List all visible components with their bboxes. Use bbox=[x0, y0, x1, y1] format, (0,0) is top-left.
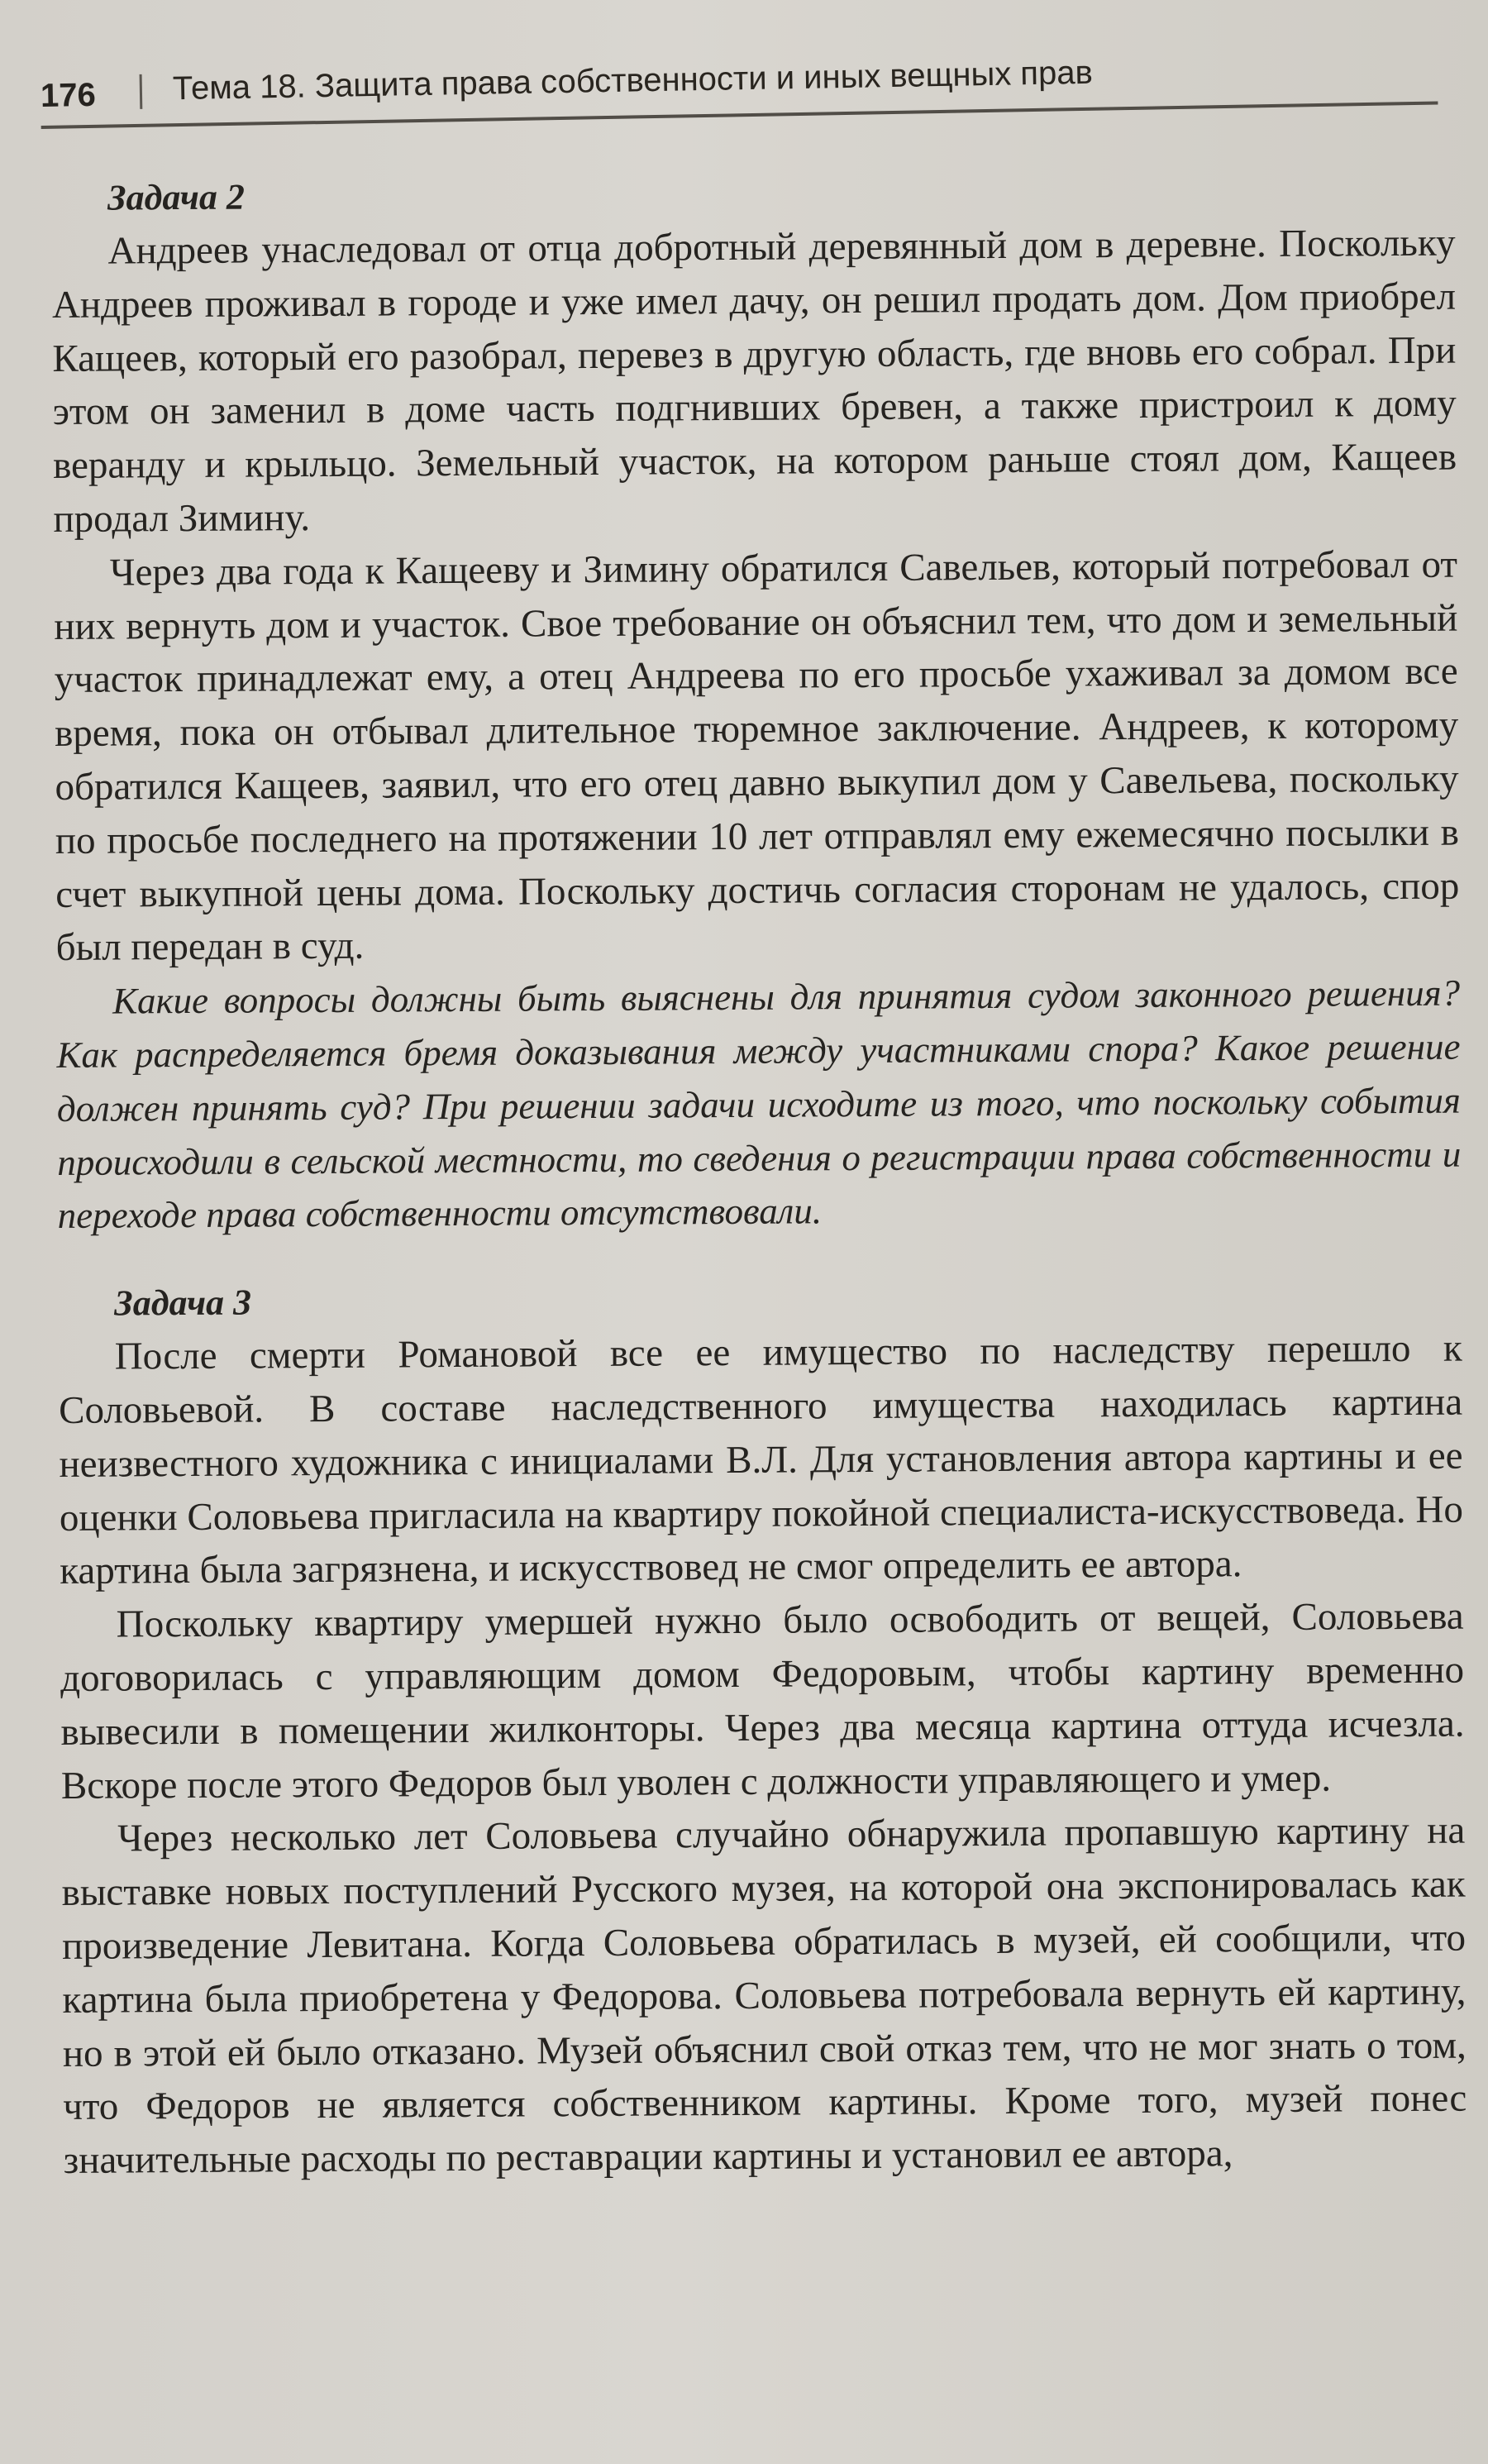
task-paragraph: Андреев унаследовал от отца добротный деревянный дом в деревне. Поскольку Андреев проживал в городе и уже имел дачу, он решил продать дом. Дом приобрел Кащеев, который его разобрал, перевез в другую область, где вновь его собрал. При этом он заменил в доме часть подгнивших бревен, а также пристроил к дому веранду и крыльцо. Земельный участок, на котором раньше стоял дом, Кащеев продал Зимину. bbox=[51, 221, 1457, 541]
task-paragraph: Через несколько лет Соловьева случайно обнаружила пропавшую картину на выставке новых поступлений Русского музея, на которой она экспонировалась как произведение Левитана. Когда Соловьева обратилась в музей, ей сообщили, что картина была приобретена у Федорова. Соловьева потребовала вернуть ей картину, но в этой ей было отказано. Музей объяснил свой отказ тем, что не мог знать о том, что Федоров не является собственником картины. Кроме того, музей понес значительные расходы по реставрации картины и установил ее автора, bbox=[61, 1808, 1467, 2183]
task-heading: Задача 2 bbox=[107, 176, 246, 218]
running-header bbox=[40, 23, 1447, 139]
task-paragraph: Через два года к Кащееву и Зимину обратился Савельев, который потребовал от них вернуть дом и участок. Свое требование он объяснил тем, что дом и земельный участок принадлежат ему, а отец Андреева по его просьбе ухаживал за домом все время, пока он отбывал длительное тюремное заключение. Андреев, к которому обратился Кащеев, заявил, что его отец давно выкупил дом у Савельева, поскольку по просьбе последнего на протяжении 10 лет отправлял ему ежемесячно посылки в счет выкупной цены дома. Поскольку достичь согласия сторонам не удалось, спор был передан в суд. bbox=[54, 542, 1460, 970]
task-2 bbox=[51, 165, 1462, 1243]
task-paragraph: Поскольку квартиру умершей нужно было освободить от вещей, Соловьева договорилась с управляющим домом Федоровым, чтобы картину временно вывесили в помещении жилконторы. Через два месяца картина оттуда исчезла. Вскоре после этого Федоров был уволен с должности управляющего и умер. bbox=[60, 1594, 1465, 1807]
task-3 bbox=[58, 1271, 1467, 2188]
main-text bbox=[51, 165, 1467, 2188]
task-heading: Задача 3 bbox=[114, 1282, 252, 1324]
task-question: Какие вопросы должны быть выяснены для принятия судом законного решения? Как распределяется бремя доказывания между участниками спора? Какое решение должен принять суд? При решении задачи исходите из того, что поскольку события происходили в сельской местности, то сведения о регистрации права собственности и переходе права собственности отсутствовали. bbox=[56, 972, 1462, 1237]
page-number: 176 bbox=[40, 76, 97, 114]
task-paragraph: После смерти Романовой все ее имущество по наследству перешло к Соловьевой. В составе наследственного имущества находилась картина неизвестного художника с инициалами В.Л. Для установления автора картины и ее оценки Соловьева пригласила на квартиру покойной специалиста-искусствоведа. Но картина была загрязнена, и искусствовед не смог определить ее автора. bbox=[58, 1326, 1464, 1593]
header-divider bbox=[140, 74, 143, 109]
chapter-title: Тема 18. Защита права собственности и иных вещных прав bbox=[172, 54, 1094, 107]
